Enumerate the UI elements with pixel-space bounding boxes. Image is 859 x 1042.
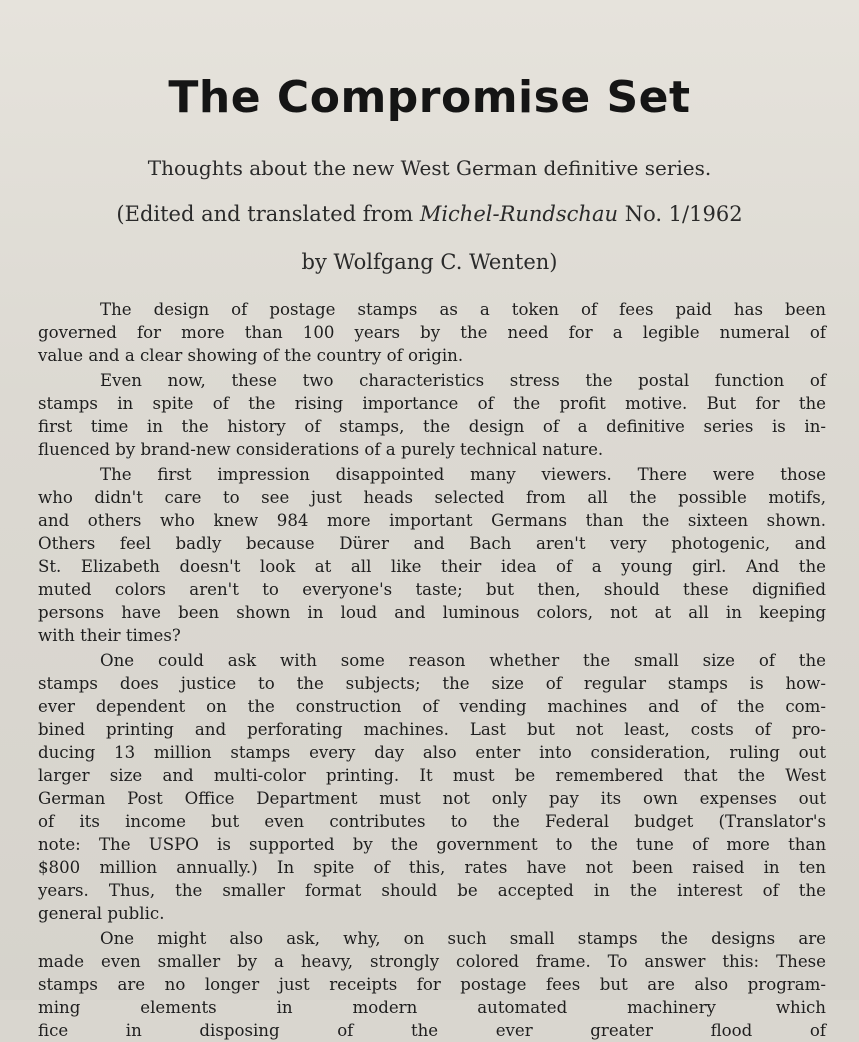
article-body [38,298,826,1042]
text-line: ever dependent on the construction of vending machines and of the com- [38,697,826,716]
text-line: Others feel badly because Dürer and Bach aren't very photogenic, and [38,534,826,553]
text-line: note: The USPO is supported by the government to the tune of more than [38,835,826,854]
paragraph [38,649,826,925]
text-line: One might also ask, why, on such small stamps the designs are [100,929,826,948]
text-line: muted colors aren't to everyone's taste; but then, should these dignified [38,580,826,599]
text-line: years. Thus, the smaller format should be accepted in the interest of the [38,881,826,900]
text-line: who didn't care to see just heads selected from all the possible motifs, [38,488,826,507]
text-line: ming elements in modern automated machinery which [38,998,826,1017]
source-name: Michel-Rundschau [419,202,618,226]
text-line: bined printing and perforating machines. Last but not least, costs of pro- [38,720,826,739]
paragraph [38,927,826,1042]
text-line: governed for more than 100 years by the need for a legible numeral of [38,323,826,342]
text-line: and others who knew 984 more important Germans than the sixteen shown. [38,511,826,530]
text-line: first time in the history of stamps, the design of a definitive series is in- [38,417,826,436]
text-line: fice in disposing of the ever greater flood of [38,1021,826,1040]
text-line: stamps in spite of the rising importance of the profit motive. But for the [38,394,826,413]
paragraph [38,463,826,647]
text-line: St. Elizabeth doesn't look at all like their idea of a young girl. And the [38,557,826,576]
text-line: persons have been shown in loud and luminous colors, not at all in keeping [38,603,826,622]
text-line: of its income but even contributes to the Federal budget (Translator's [38,812,826,831]
paragraph [38,298,826,367]
text-line: German Post Office Department must not only pay its own expenses out [38,789,826,808]
text-line: ducing 13 million stamps every day also enter into consideration, ruling out [38,743,826,762]
text-line: Even now, these two characteristics stress the postal function of [100,371,826,390]
paragraph [38,369,826,461]
text-line: general public. [38,904,165,923]
text-line: One could ask with some reason whether the small size of the [100,651,826,670]
text-line: stamps are no longer just receipts for postage fees but are also program- [38,975,826,994]
text-line: with their times? [38,626,181,645]
text-line: larger size and multi-color printing. It must be remembered that the West [38,766,826,785]
text-line: The first impression disappointed many viewers. There were those [100,465,826,484]
text-line: stamps does justice to the subjects; the size of regular stamps is how- [38,674,826,693]
source-suffix: No. 1/1962 [624,202,743,226]
source-line [0,202,859,226]
byline: by Wolfgang C. Wenten) [301,250,558,274]
text-line: $800 million annually.) In spite of this, rates have not been raised in ten [38,858,826,877]
text-line: value and a clear showing of the country of origin. [38,346,464,365]
article-title: The Compromise Set [168,72,691,123]
text-line: The design of postage stamps as a token of fees paid has been [100,300,826,319]
article-subtitle: Thoughts about the new West German definitive series. [147,156,712,180]
text-line: fluenced by brand-new considerations of a purely technical nature. [38,440,604,459]
text-line: made even smaller by a heavy, strongly colored frame. To answer this: These [38,952,826,971]
source-prefix: (Edited and translated from [116,202,414,226]
